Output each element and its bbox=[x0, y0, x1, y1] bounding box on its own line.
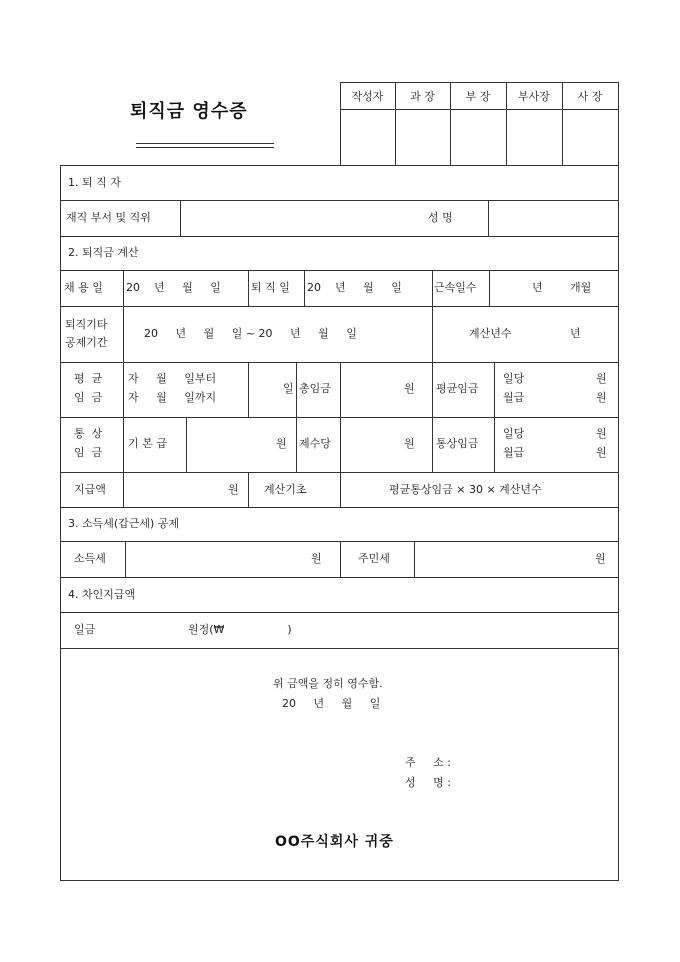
avg-daily-label: 일당 bbox=[503, 372, 525, 385]
approval-dept-head: 부 장 bbox=[465, 90, 491, 103]
avg-period-to[interactable]: 자 월 일까지 bbox=[128, 391, 217, 404]
document-title: 퇴직금 영수증 bbox=[130, 101, 248, 122]
normal-wage-row-label-line2: 임 금 bbox=[74, 446, 103, 459]
normal-wage-label: 통상임금 bbox=[436, 437, 479, 450]
retire-date-label: 퇴 직 일 bbox=[251, 281, 290, 294]
normal-wage-row-label-line1: 통 상 bbox=[74, 427, 103, 440]
section-1-heading: 1. 퇴 직 자 bbox=[68, 176, 121, 189]
calc-years-label: 계산년수 bbox=[469, 327, 512, 340]
receipt-statement: 위 금액을 정히 영수함. bbox=[273, 677, 383, 690]
allowance-label: 제수당 bbox=[299, 437, 331, 450]
hire-date-label: 채 용 일 bbox=[64, 281, 103, 294]
other-period-label-line2: 공제기간 bbox=[65, 336, 108, 349]
calc-years-unit: 년 bbox=[570, 327, 581, 340]
retire-date-field[interactable]: 20 년 월 일 bbox=[307, 281, 402, 294]
allowance-won: 원 bbox=[404, 437, 415, 450]
payment-won: 원 bbox=[228, 483, 239, 496]
net-amount-prefix: 일금 bbox=[74, 623, 96, 636]
section-4-heading: 4. 차인지급액 bbox=[68, 588, 136, 601]
receiver-name-label: 성 명 : bbox=[405, 776, 451, 789]
avg-wage-row-label-line1: 평 균 bbox=[74, 372, 103, 385]
base-pay-won: 원 bbox=[276, 437, 287, 450]
section-2-heading: 2. 퇴직금 계산 bbox=[68, 246, 139, 259]
dept-position-label: 재직 부서 및 직위 bbox=[66, 211, 151, 224]
resident-tax-label: 주민세 bbox=[358, 552, 390, 565]
approval-president: 사 장 bbox=[577, 90, 603, 103]
hire-date-field[interactable]: 20 년 월 일 bbox=[126, 281, 221, 294]
base-pay-label: 기 본 급 bbox=[128, 437, 167, 450]
total-wage-won: 원 bbox=[404, 382, 415, 395]
calc-basis-label: 계산기초 bbox=[264, 483, 307, 496]
income-tax-won: 원 bbox=[311, 552, 322, 565]
service-days-label: 근속일수 bbox=[434, 281, 477, 294]
normal-monthly-label: 월급 bbox=[503, 446, 525, 459]
receiver-address-label: 주 소 : bbox=[405, 756, 451, 769]
service-months-unit: 개월 bbox=[570, 281, 592, 294]
normal-daily-label: 일당 bbox=[503, 427, 525, 440]
receipt-date[interactable]: 20 년 월 일 bbox=[282, 697, 381, 710]
avg-wage-label: 평균임금 bbox=[436, 382, 479, 395]
retiree-name-label: 성 명 bbox=[428, 211, 453, 224]
normal-monthly-won: 원 bbox=[596, 446, 607, 459]
retiree-name-field[interactable] bbox=[489, 201, 617, 235]
service-years-unit: 년 bbox=[532, 281, 543, 294]
other-period-range-field[interactable]: 20 년 월 일 ~ 20 년 월 일 bbox=[144, 327, 357, 340]
normal-daily-won: 원 bbox=[596, 427, 607, 440]
net-amount-suffix[interactable]: 원정(₩ ) bbox=[188, 623, 292, 636]
resident-tax-won: 원 bbox=[595, 552, 606, 565]
avg-days-unit: 일 bbox=[283, 382, 294, 395]
avg-monthly-won: 원 bbox=[596, 391, 607, 404]
avg-monthly-label: 월급 bbox=[503, 391, 525, 404]
approval-section-chief: 과 장 bbox=[410, 90, 435, 103]
approval-writer: 작성자 bbox=[351, 90, 384, 103]
section-3-heading: 3. 소득세(갑근세) 공제 bbox=[68, 517, 180, 530]
avg-daily-won: 원 bbox=[596, 372, 607, 385]
payment-label: 지급액 bbox=[74, 483, 106, 496]
approval-vp: 부사장 bbox=[518, 90, 550, 103]
avg-period-from[interactable]: 자 월 일부터 bbox=[128, 372, 217, 385]
calc-formula: 평균통상임금 × 30 × 계산년수 bbox=[389, 483, 542, 496]
income-tax-label: 소득세 bbox=[74, 552, 106, 565]
dept-position-field[interactable] bbox=[181, 201, 401, 235]
total-wage-label: 총임금 bbox=[299, 382, 331, 395]
other-period-label-line1: 퇴직기타 bbox=[65, 318, 108, 331]
addressee: OO주식회사 귀중 bbox=[275, 834, 394, 850]
avg-wage-row-label-line2: 임 금 bbox=[74, 391, 103, 404]
